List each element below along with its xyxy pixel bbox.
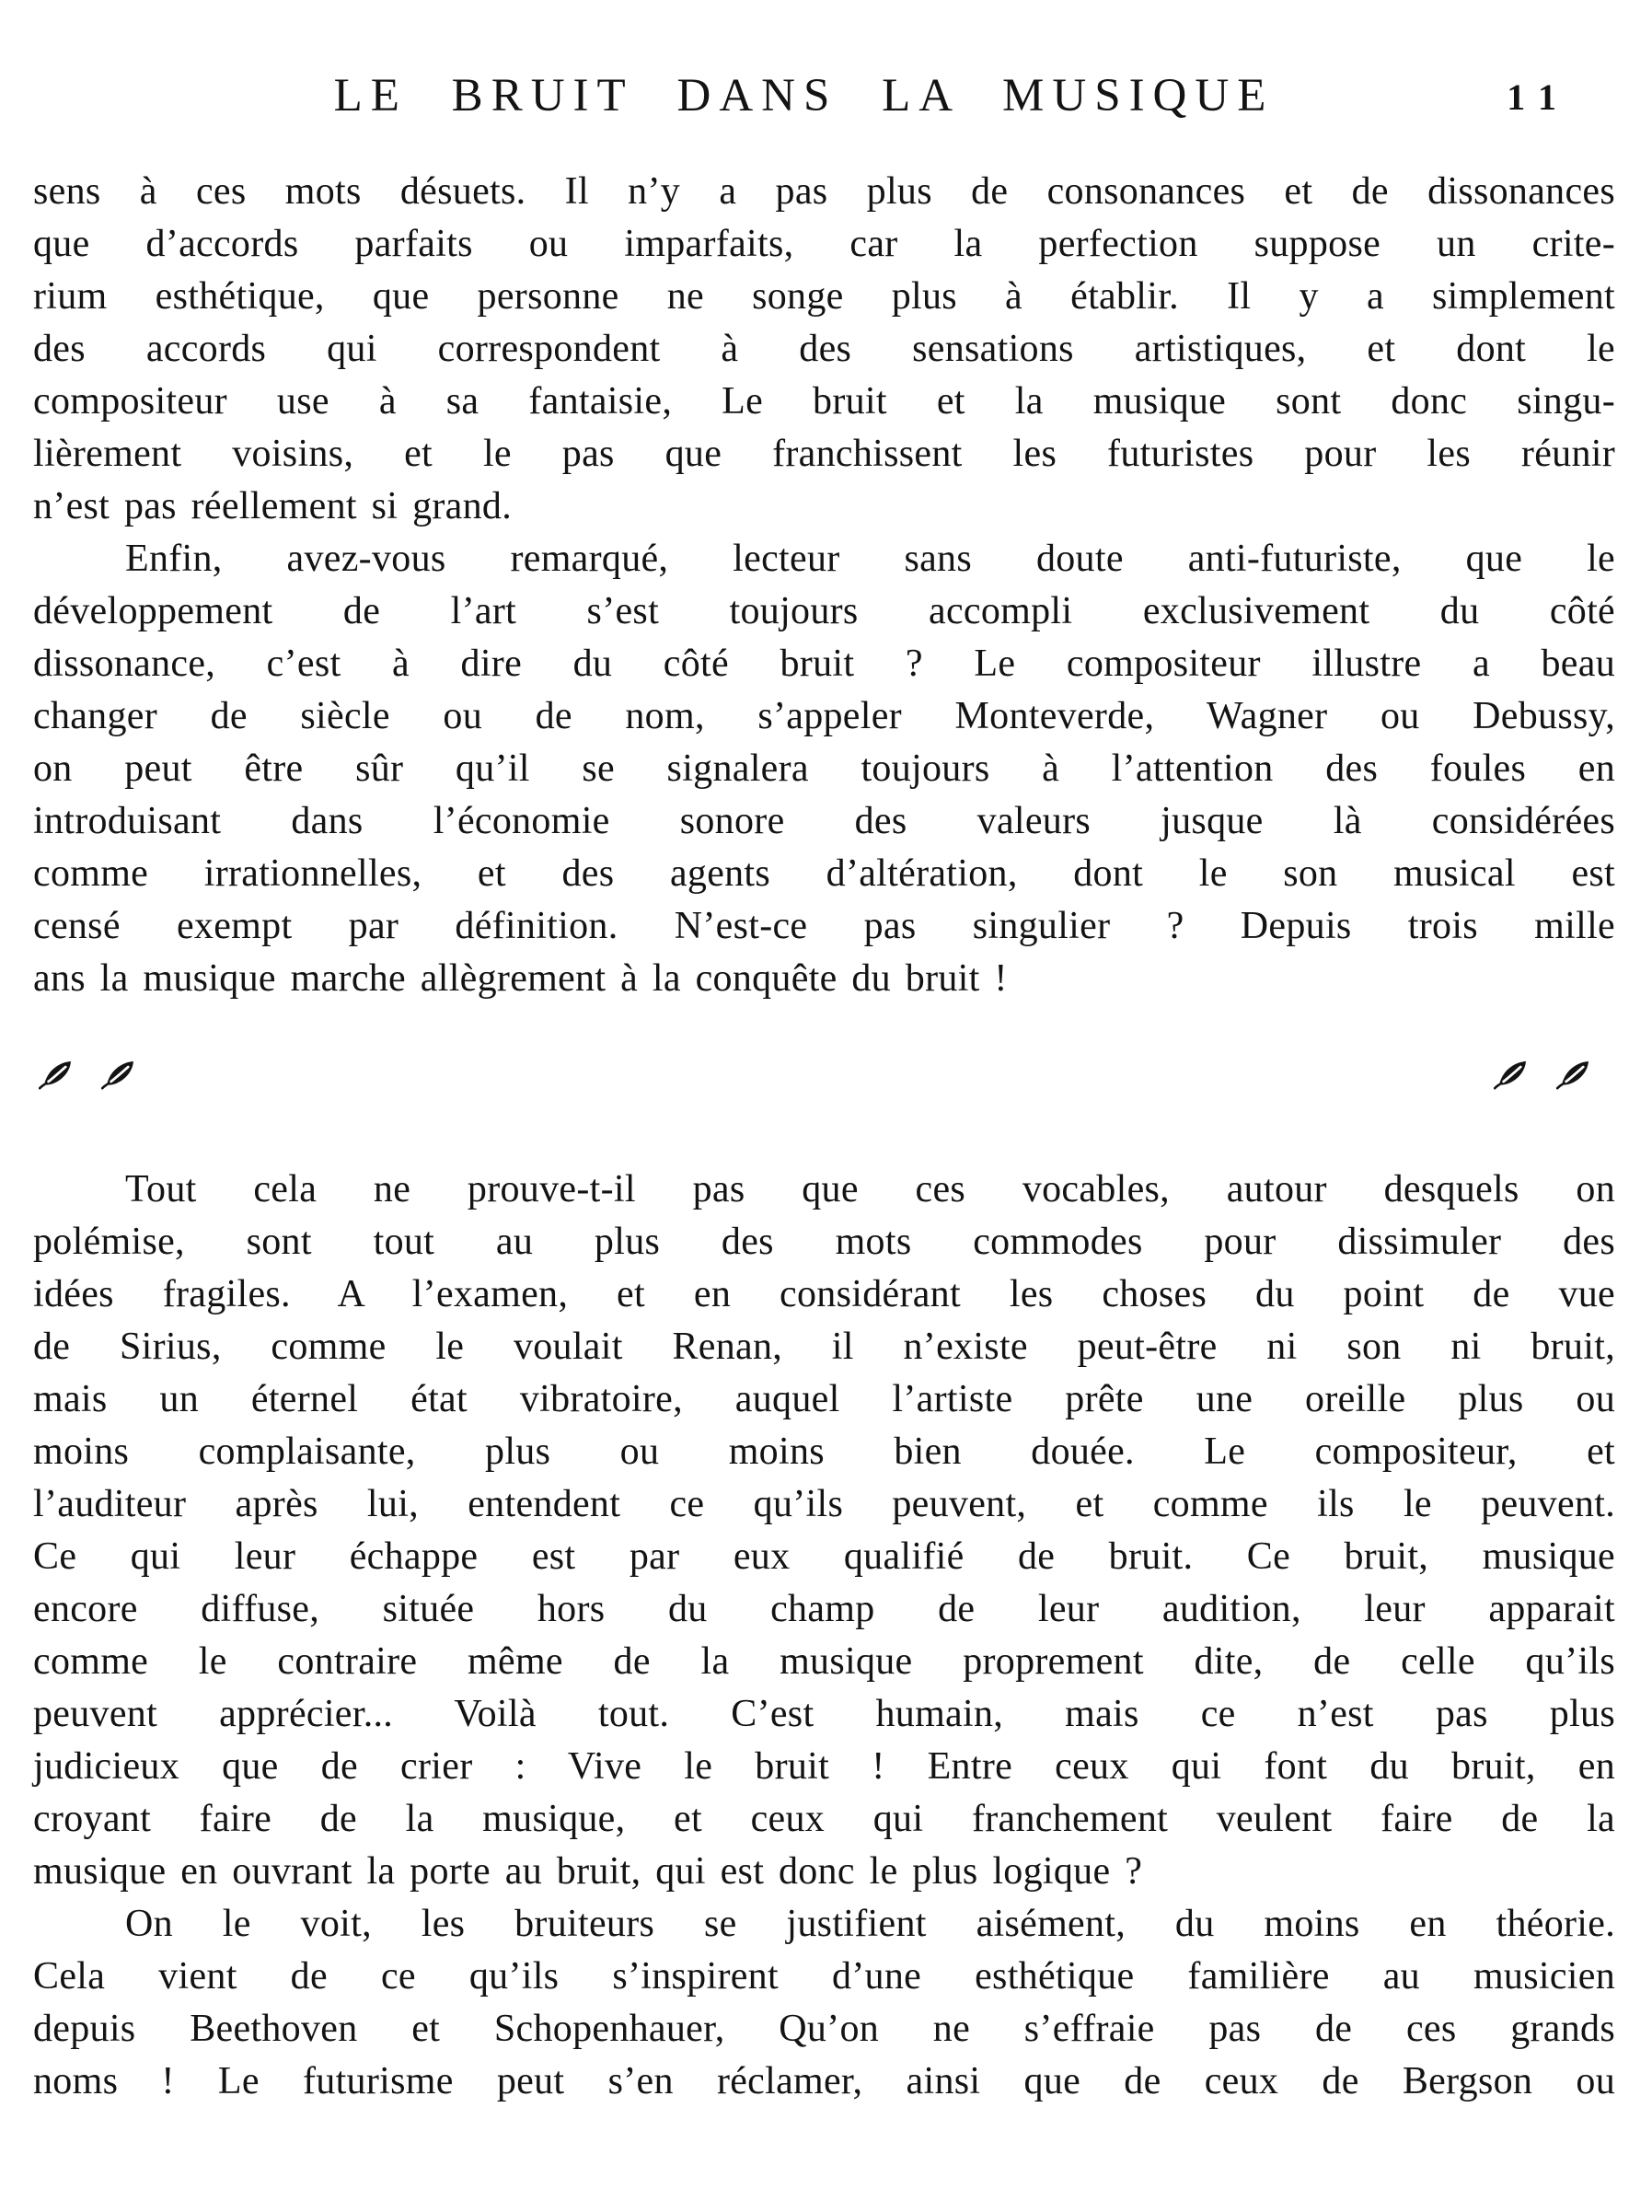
ornament-right-group	[1494, 1055, 1591, 1094]
paragraph-1	[33, 166, 1615, 533]
text-line: musique en ouvrant la porte au bruit, qui est donc le plus logique ?	[33, 1850, 1143, 1893]
fleuron-leaf-icon	[1556, 1055, 1591, 1094]
text-line: moins complaisante, plus ou moins bien douée. Le compositeur, et	[33, 1430, 1615, 1473]
text-line: rium esthétique, que personne ne songe plus à établir. Il y a simplement	[33, 275, 1615, 318]
page-header	[0, 0, 1652, 125]
text-line: ans la musique marche allègrement à la conquête du bruit !	[33, 957, 1008, 1000]
text-line: croyant faire de la musique, et ceux qui franchement veulent faire de la	[33, 1798, 1615, 1840]
ornament-left-group	[39, 1055, 136, 1094]
page-title: LE BRUIT DANS LA MUSIQUE	[333, 70, 1275, 122]
fleuron-leaf-icon	[39, 1055, 74, 1094]
fleuron-leaf-icon	[1494, 1055, 1529, 1094]
text-line: idées fragiles. A l’examen, et en considérant les choses du point de vue	[33, 1273, 1615, 1315]
text-line: peuvent apprécier... Voilà tout. C’est humain, mais ce n’est pas plus	[33, 1693, 1615, 1735]
text-line: comme irrationnelles, et des agents d’altération, dont le son musical est	[33, 852, 1615, 895]
text-line: Enfin, avez-vous remarqué, lecteur sans doute anti-futuriste, que le	[125, 538, 1615, 580]
text-line: introduisant dans l’économie sonore des valeurs jusque là considérées	[33, 800, 1615, 842]
text-line: censé exempt par définition. N’est-ce pas singulier ? Depuis trois mille	[33, 905, 1615, 947]
paragraph-4	[33, 1898, 1615, 2108]
text-line: Ce qui leur échappe est par eux qualifié de bruit. Ce bruit, musique	[33, 1535, 1615, 1578]
text-line: dissonance, c’est à dire du côté bruit ? Le compositeur illustre a beau	[33, 643, 1615, 685]
text-line: on peut être sûr qu’il se signalera toujours à l’attention des foules en	[33, 747, 1615, 790]
text-line: lièrement voisins, et le pas que franchissent les futuristes pour les réunir	[33, 433, 1615, 475]
text-line: Tout cela ne prouve-t-il pas que ces vocables, autour desquels on	[125, 1168, 1615, 1210]
text-line: l’auditeur après lui, entendent ce qu’ils peuvent, et comme ils le peuvent.	[33, 1483, 1615, 1525]
text-line: noms ! Le futurisme peut s’en réclamer, ainsi que de ceux de Bergson ou	[33, 2060, 1615, 2102]
text-line: des accords qui correspondent à des sensations artistiques, et dont le	[33, 328, 1615, 370]
paragraph-3	[33, 1164, 1615, 1898]
text-line: comme le contraire même de la musique proprement dite, de celle qu’ils	[33, 1640, 1615, 1683]
ornament-row	[39, 1053, 1591, 1095]
text-line: sens à ces mots désuets. Il n’y a pas plus de consonances et de dissonances	[33, 170, 1615, 213]
text-line: encore diffuse, située hors du champ de leur audition, leur apparait	[33, 1588, 1615, 1630]
paragraph-2	[33, 533, 1615, 1005]
text-line: n’est pas réellement si grand.	[33, 485, 512, 527]
text-line: judicieux que de crier : Vive le bruit ! Entre ceux qui font du bruit, en	[33, 1745, 1615, 1788]
page-number: 11	[1507, 76, 1571, 118]
text-line: que d’accords parfaits ou imparfaits, car la perfection suppose un crite-	[33, 223, 1615, 265]
text-line: développement de l’art s’est toujours accompli exclusivement du côté	[33, 590, 1615, 632]
text-line: compositeur use à sa fantaisie, Le bruit et la musique sont donc singu-	[33, 380, 1615, 423]
text-line: changer de siècle ou de nom, s’appeler Monteverde, Wagner ou Debussy,	[33, 695, 1615, 737]
text-line: depuis Beethoven et Schopenhauer, Qu’on ne s’effraie pas de ces grands	[33, 2008, 1615, 2050]
fleuron-leaf-icon	[101, 1055, 136, 1094]
text-line: On le voit, les bruiteurs se justifient aisément, du moins en théorie.	[125, 1903, 1615, 1945]
text-line: Cela vient de ce qu’ils s’inspirent d’une esthétique familière au musicien	[33, 1955, 1615, 1998]
text-line: mais un éternel état vibratoire, auquel l’artiste prête une oreille plus ou	[33, 1378, 1615, 1420]
page-body	[33, 166, 1615, 2108]
text-line: polémise, sont tout au plus des mots commodes pour dissimuler des	[33, 1221, 1615, 1263]
text-line: de Sirius, comme le voulait Renan, il n’existe peut-être ni son ni bruit,	[33, 1326, 1615, 1368]
